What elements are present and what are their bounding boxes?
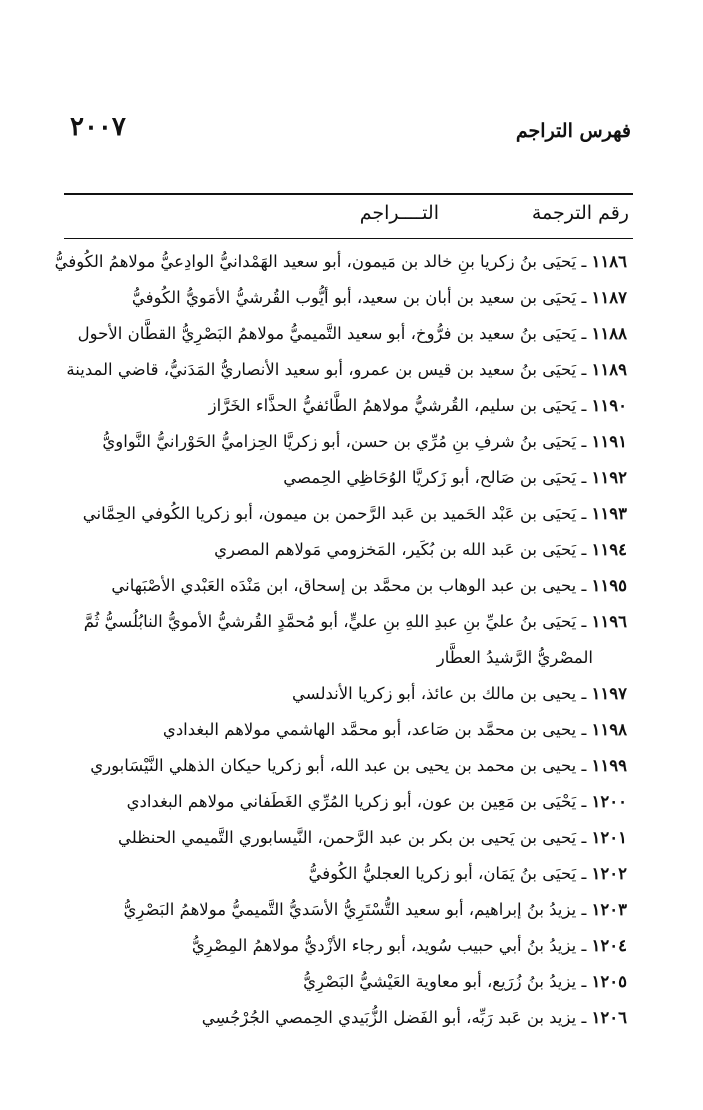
entry-number: ١٢٠٠ xyxy=(591,792,627,811)
entry-number: ١١٩٠ xyxy=(591,396,627,415)
entry: ١١٨٩ ـ يَحيَى بنُ سعيد بن قيس بن عمرو، أبو سعيد الأنصاريُّ المَدَنيُّ، قاضي المدينة xyxy=(66,360,627,379)
entry-number: ١٢٠٥ xyxy=(591,972,627,991)
entry-number: ١١٩٧ xyxy=(591,684,627,703)
entry: ١١٩٢ ـ يَحيَى بن صَالح، أبو زَكريَّا الوُحَاظِي الحِمصي xyxy=(283,468,627,487)
entry-text: يَحيَى بنُ يَمَان، أبو زكريا العجليُّ الكُوفيُّ xyxy=(308,864,577,883)
entry: ١١٨٨ ـ يَحيَى بنُ سعيد بن فرُّوخ، أبو سعيد التَّميميُّ مولاهمُ البَصْرِيُّ القطَّان الأحول xyxy=(77,324,627,343)
entry-number: ١١٩١ xyxy=(591,432,627,451)
entry: ١١٩٩ ـ يحيى بن محمد بن يحيى بن عبد الله، أبو زكريا حيكان الذهلي النَّيْسَابوري xyxy=(90,756,627,775)
entry: ١٢٠٤ ـ يزيدُ بنُ أبي حبيب سُويد، أبو رجاء الأزْديُّ مولاهمُ المِصْرِيُّ xyxy=(191,936,627,955)
entry-text: يَحيَى بنُ سعيد بن فرُّوخ، أبو سعيد التَّميميُّ مولاهمُ البَصْرِيُّ القطَّان الأحول xyxy=(77,324,577,343)
entry-number: ١٢٠١ xyxy=(591,828,627,847)
entry: ١٢٠١ ـ يَحيى بن يَحيى بن بكر بن عبد الرَّحمن، النَّيسابوري التَّميمي الحنظلي xyxy=(118,828,627,847)
entry-text-continuation: المصْريُّ الرَّشيدُ العطَّار xyxy=(436,648,593,667)
column-title-number: رقم الترجمة xyxy=(531,202,629,224)
entry: ١١٩٤ ـ يَحيَى بن عَبد الله بن بُكَير، المَخزومي مَولاهم المصري xyxy=(214,540,627,559)
column-header xyxy=(64,202,629,234)
entry: ١١٩١ ـ يَحيَى بنُ شرفِ بنِ مُرِّي بن حسن، أبو زكريَّا الحِزاميُّ الحَوْرانيُّ النَّواويُّ xyxy=(102,432,627,451)
header-rule xyxy=(64,238,633,239)
page-header xyxy=(70,112,631,148)
entry-text: يزيدُ بنُ أبي حبيب سُويد، أبو رجاء الأزْديُّ مولاهمُ المِصْرِيُّ xyxy=(191,936,577,955)
entry-number: ١١٨٦ xyxy=(591,252,627,271)
entry-number: ١١٩٦ xyxy=(591,612,627,631)
entry: ١٢٠٣ ـ يزيدُ بنُ إبراهيم، أبو سعيد التُّسْتَرِيُّ الأسَديُّ التَّميميُّ مولاهمُ البَصْرِيُّ xyxy=(123,900,627,919)
top-rule xyxy=(64,193,633,195)
entry-text: يَحيَى بن سعيد بن أبان بن سعيد، أبو أيُّوب القُرشيُّ الأمَويُّ الكُوفيُّ xyxy=(131,288,577,307)
entry-text: يَحيَى بنُ زكريا بنِ خالد بن مَيمون، أبو سعيد الهَمْدانيُّ الوادِعيُّ مولاهمُ الكُوفيُّ xyxy=(54,252,577,271)
entry-number: ١١٩٨ xyxy=(591,720,627,739)
entry-number: ١٢٠٤ xyxy=(591,936,627,955)
entry-number: ١١٨٨ xyxy=(591,324,627,343)
entry-text: يَحيَى بنُ شرفِ بنِ مُرِّي بن حسن، أبو زكريَّا الحِزاميُّ الحَوْرانيُّ النَّواويُّ xyxy=(102,432,577,451)
running-title: فهرس التراجم xyxy=(515,120,631,142)
entry: ١٢٠٠ ـ يَحْيَى بن مَعِين بن عون، أبو زكريا المُرِّي الغَطَفاني مولاهم البغدادي xyxy=(126,792,627,811)
entry-text: يَحيَى بن سليم، القُرشيُّ مولاهمُ الطَّائفيُّ الحذَّاء الخَرَّاز xyxy=(208,396,577,415)
entry-text: يَحيَى بن صَالح، أبو زَكريَّا الوُحَاظِي الحِمصي xyxy=(283,468,577,487)
entry-text: يَحيى بن يَحيى بن بكر بن عبد الرَّحمن، النَّيسابوري التَّميمي الحنظلي xyxy=(118,828,577,847)
entry: ١١٩٦ ـ يَحيَى بنُ عليِّ بنِ عبدِ اللهِ بنِ عليٍّ، أبو مُحمَّدٍ القُرشيُّ الأمويُّ النابُلُسيُّ ثُمَّ المصْريُّ الرَّشيدُ العطَّار xyxy=(66,604,627,676)
entry: ١١٩٠ ـ يَحيَى بن سليم، القُرشيُّ مولاهمُ الطَّائفيُّ الحذَّاء الخَرَّاز xyxy=(208,396,627,415)
entry-text: يَحيَى بن عَبد الله بن بُكَير، المَخزومي مَولاهم المصري xyxy=(214,540,577,559)
entry: ١١٩٧ ـ يحيى بن مالك بن عائذ، أبو زكريا الأندلسي xyxy=(291,684,627,703)
entry-text: يَحْيَى بن مَعِين بن عون، أبو زكريا المُرِّي الغَطَفاني مولاهم البغدادي xyxy=(126,792,577,811)
entry: ١٢٠٦ ـ يزيد بن عَبد رَبِّه، أبو الفَضل الزُّبَيدي الحِمصي الجُرْجُسِي xyxy=(201,1008,627,1027)
entry-number: ١١٩٤ xyxy=(591,540,627,559)
entry-number: ١١٨٩ xyxy=(591,360,627,379)
entry-number: ١١٩٩ xyxy=(591,756,627,775)
entry-text: يَحيَى بن عَبْد الحَميد بن عَبد الرَّحمن بن ميمون، أبو زكريا الكُوفي الحِمَّاني xyxy=(82,504,577,523)
entry-text: يزيد بن عَبد رَبِّه، أبو الفَضل الزُّبَيدي الحِمصي الجُرْجُسِي xyxy=(201,1008,577,1027)
column-title-names: التــــراجم xyxy=(359,202,439,224)
entry: ١٢٠٥ ـ يزيدُ بنُ زُرَيع، أبو معاوية العَيْشيُّ البَصْرِيُّ xyxy=(303,972,627,991)
entry: ١١٩٣ ـ يَحيَى بن عَبْد الحَميد بن عَبد الرَّحمن بن ميمون، أبو زكريا الكُوفي الحِمَّاني xyxy=(82,504,627,523)
entry: ١١٩٨ ـ يحيى بن محمَّد بن صَاعد، أبو محمَّد الهاشمي مولاهم البغدادي xyxy=(162,720,627,739)
entry: ١١٩٥ ـ يحيى بن عبد الوهاب بن محمَّد بن إسحاق، ابن مَنْدَه العَبْدي الأصْبَهاني xyxy=(111,576,627,595)
entry-number: ١١٩٥ xyxy=(591,576,627,595)
entry-number: ١٢٠٢ xyxy=(591,864,627,883)
entry-text: يحيى بن عبد الوهاب بن محمَّد بن إسحاق، ابن مَنْدَه العَبْدي الأصْبَهاني xyxy=(111,576,577,595)
entry: ١١٨٦ ـ يَحيَى بنُ زكريا بنِ خالد بن مَيمون، أبو سعيد الهَمْدانيُّ الوادِعيُّ مولاهمُ الكُوفيُّ xyxy=(54,252,627,271)
entry-number: ١٢٠٣ xyxy=(591,900,627,919)
entry-number: ١١٩٢ xyxy=(591,468,627,487)
entry-text: يحيى بن محمَّد بن صَاعد، أبو محمَّد الهاشمي مولاهم البغدادي xyxy=(162,720,577,739)
entry-text: يزيدُ بنُ زُرَيع، أبو معاوية العَيْشيُّ البَصْرِيُّ xyxy=(303,972,577,991)
entries-list xyxy=(54,244,627,1036)
entry: ١٢٠٢ ـ يَحيَى بنُ يَمَان، أبو زكريا العجليُّ الكُوفيُّ xyxy=(308,864,627,883)
entry-text: يحيى بن مالك بن عائذ، أبو زكريا الأندلسي xyxy=(291,684,577,703)
entry-text: يَحيَى بنُ سعيد بن قيس بن عمرو، أبو سعيد الأنصاريُّ المَدَنيُّ، قاضي المدينة xyxy=(66,360,577,379)
entry-text: يحيى بن محمد بن يحيى بن عبد الله، أبو زكريا حيكان الذهلي النَّيْسَابوري xyxy=(90,756,577,775)
entry-number: ١١٨٧ xyxy=(591,288,627,307)
entry-text: يزيدُ بنُ إبراهيم، أبو سعيد التُّسْتَرِيُّ الأسَديُّ التَّميميُّ مولاهمُ البَصْرِيُّ xyxy=(123,900,577,919)
entry-number: ١٢٠٦ xyxy=(591,1008,627,1027)
entry-text: يَحيَى بنُ عليِّ بنِ عبدِ اللهِ بنِ عليٍّ، أبو مُحمَّدٍ القُرشيُّ الأمويُّ النابُلُسيُّ ثُمَّ xyxy=(83,612,577,631)
entry: ١١٨٧ ـ يَحيَى بن سعيد بن أبان بن سعيد، أبو أيُّوب القُرشيُّ الأمَويُّ الكُوفيُّ xyxy=(131,288,627,307)
page-number: ٢٠٠٧ xyxy=(70,112,126,142)
entry-number: ١١٩٣ xyxy=(591,504,627,523)
